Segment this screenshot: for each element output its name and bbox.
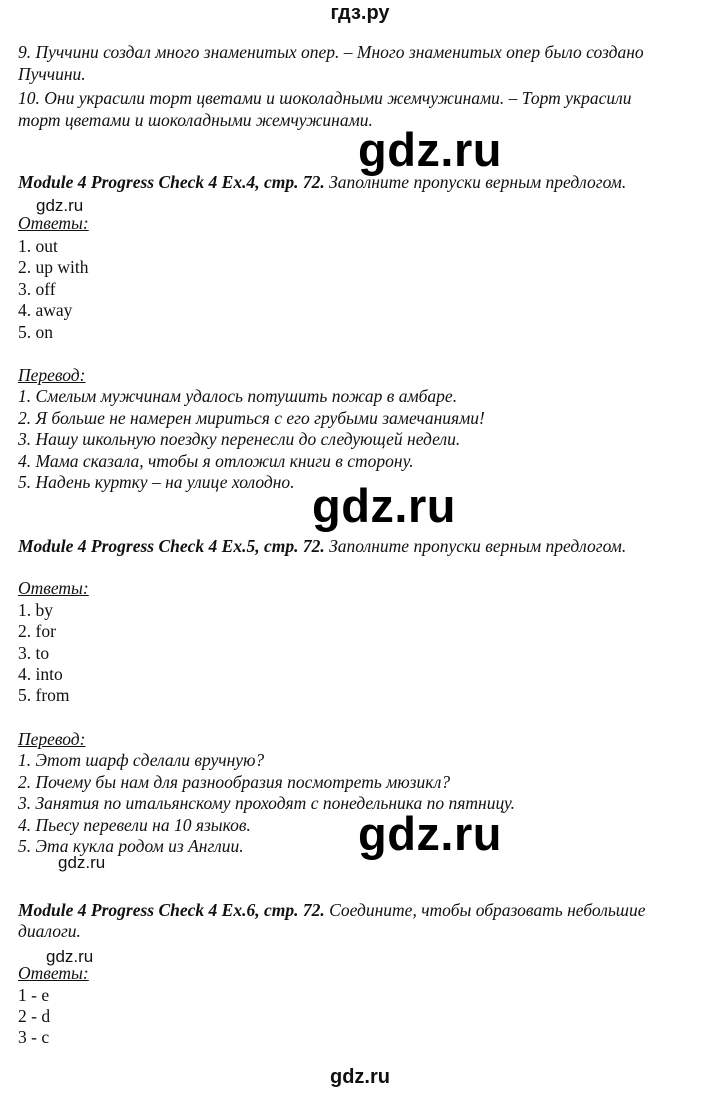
translation-item: 5. Эта кукла родом из Англии. — [18, 836, 244, 856]
answer-item: 2 - d — [18, 1006, 51, 1026]
continued-line: Пуччини. — [18, 64, 86, 84]
site-watermark-top: гдз.ру — [330, 2, 390, 24]
answers-label: Ответы: — [18, 578, 89, 598]
translation-item: 2. Я больше не намерен мириться с его грубыми замечаниями! — [18, 408, 485, 428]
answer-item: 3. off — [18, 279, 56, 299]
exercise-4-heading — [18, 172, 626, 194]
watermark-small: gdz.ru — [58, 853, 106, 872]
translation-item: 1. Смелым мужчинам удалось потушить пожар в амбаре. — [18, 386, 458, 406]
exercise-6-task-cont: диалоги. — [18, 921, 81, 941]
watermark-big: gdz.ru — [358, 807, 502, 860]
translation-item: 1. Этот шарф сделали вручную? — [18, 750, 265, 770]
exercise-5-heading — [18, 536, 626, 558]
exercise-6-heading — [18, 900, 646, 922]
exercise-4-title: Module 4 Progress Check 4 Ex.4, стр. 72. — [18, 172, 325, 192]
answer-item: 3 - c — [18, 1027, 50, 1047]
answer-item: 2. up with — [18, 257, 89, 277]
answer-item: 3. to — [18, 643, 50, 663]
answer-item: 5. from — [18, 685, 70, 705]
watermark-bottom: gdz.ru — [330, 1066, 390, 1088]
answer-item: 1 - e — [18, 985, 50, 1005]
exercise-4-task: Заполните пропуски верным предлогом. — [324, 172, 627, 192]
exercise-5-task: Заполните пропуски верным предлогом. — [324, 536, 627, 556]
continued-line: 10. Они украсили торт цветами и шоколадными жемчужинами. – Торт украсили — [18, 88, 632, 108]
continued-line: 9. Пуччини создал много знаменитых опер. – Много знаменитых опер было создано — [18, 42, 644, 62]
answers-label: Ответы: — [18, 213, 89, 233]
answer-item: 2. for — [18, 621, 56, 641]
continued-line: торт цветами и шоколадными жемчужинами. — [18, 110, 373, 130]
watermark-big: gdz.ru — [358, 123, 502, 176]
answer-item: 1. by — [18, 600, 53, 620]
exercise-6-title: Module 4 Progress Check 4 Ex.6, стр. 72. — [18, 900, 325, 920]
watermark-big: gdz.ru — [312, 479, 456, 532]
watermark-small: gdz.ru — [36, 196, 84, 215]
translation-label: Перевод: — [18, 365, 86, 385]
translation-item: 5. Надень куртку – на улице холодно. — [18, 472, 295, 492]
answer-item: 4. into — [18, 664, 63, 684]
answer-item: 1. out — [18, 236, 58, 256]
translation-item: 3. Занятия по итальянскому проходят с понедельника по пятницу. — [18, 793, 516, 813]
exercise-6-task: Соедините, чтобы образовать небольшие — [324, 900, 646, 920]
translation-item: 4. Мама сказала, чтобы я отложил книги в сторону. — [18, 451, 414, 471]
watermark-small: gdz.ru — [46, 947, 94, 966]
translation-item: 4. Пьесу перевели на 10 языков. — [18, 815, 251, 835]
translation-item: 3. Нашу школьную поездку перенесли до следующей недели. — [18, 429, 461, 449]
translation-label: Перевод: — [18, 729, 86, 749]
answer-item: 4. away — [18, 300, 73, 320]
answer-item: 5. on — [18, 322, 53, 342]
answers-label: Ответы: — [18, 963, 89, 983]
translation-item: 2. Почему бы нам для разнообразия посмотреть мюзикл? — [18, 772, 451, 792]
exercise-5-title: Module 4 Progress Check 4 Ex.5, стр. 72. — [18, 536, 325, 556]
